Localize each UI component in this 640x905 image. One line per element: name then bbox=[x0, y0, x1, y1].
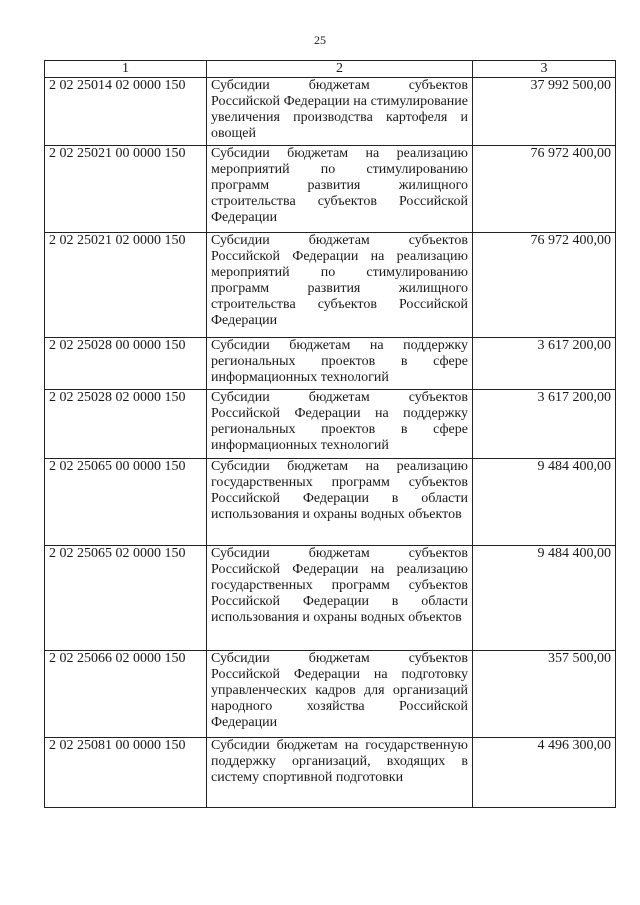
budget-code: 2 02 25065 00 0000 150 bbox=[45, 459, 207, 546]
budget-code: 2 02 25028 00 0000 150 bbox=[45, 338, 207, 390]
subsidy-name: Субсидии бюджетам субъектов Российской Федерации на поддержку региональных проектов в сфере информационных технологий bbox=[207, 390, 473, 459]
amount: 37 992 500,00 bbox=[473, 78, 616, 146]
budget-code: 2 02 25066 02 0000 150 bbox=[45, 651, 207, 738]
amount: 76 972 400,00 bbox=[473, 146, 616, 233]
amount: 76 972 400,00 bbox=[473, 233, 616, 338]
budget-table bbox=[44, 60, 616, 808]
table-row bbox=[45, 146, 616, 233]
subsidy-name: Субсидии бюджетам субъектов Российской Федерации на подготовку управленческих кадров для организаций народного хозяйства Российской Федерации bbox=[207, 651, 473, 738]
subsidy-name: Субсидии бюджетам субъектов Российской Федерации на стимулирование увеличения производства картофеля и овощей bbox=[207, 78, 473, 146]
subsidy-name: Субсидии бюджетам субъектов Российской Федерации на реализацию государственных программ субъектов Российской Федерации в области использования и охраны водных объектов bbox=[207, 546, 473, 651]
subsidy-name: Субсидии бюджетам на реализацию мероприятий по стимулированию программ развития жилищного строительства субъектов Российской Федерации bbox=[207, 146, 473, 233]
table-row bbox=[45, 738, 616, 808]
table-row bbox=[45, 546, 616, 651]
budget-code: 2 02 25014 02 0000 150 bbox=[45, 78, 207, 146]
subsidy-name: Субсидии бюджетам на реализацию государственных программ субъектов Российской Федерации в области использования и охраны водных объектов bbox=[207, 459, 473, 546]
amount: 9 484 400,00 bbox=[473, 459, 616, 546]
column-header-amount: 3 bbox=[473, 61, 616, 78]
table-row bbox=[45, 651, 616, 738]
amount: 3 617 200,00 bbox=[473, 338, 616, 390]
budget-code: 2 02 25021 02 0000 150 bbox=[45, 233, 207, 338]
amount: 3 617 200,00 bbox=[473, 390, 616, 459]
table-row bbox=[45, 78, 616, 146]
budget-code: 2 02 25081 00 0000 150 bbox=[45, 738, 207, 808]
table-row bbox=[45, 233, 616, 338]
column-header-name: 2 bbox=[207, 61, 473, 78]
budget-code: 2 02 25021 00 0000 150 bbox=[45, 146, 207, 233]
budget-code: 2 02 25028 02 0000 150 bbox=[45, 390, 207, 459]
subsidy-name: Субсидии бюджетам на государственную поддержку организаций, входящих в систему спортивной подготовки bbox=[207, 738, 473, 808]
amount: 357 500,00 bbox=[473, 651, 616, 738]
amount: 9 484 400,00 bbox=[473, 546, 616, 651]
subsidy-name: Субсидии бюджетам субъектов Российской Федерации на реализацию мероприятий по стимулированию программ развития жилищного строительства субъектов Российской Федерации bbox=[207, 233, 473, 338]
subsidy-name: Субсидии бюджетам на поддержку региональных проектов в сфере информационных технологий bbox=[207, 338, 473, 390]
budget-code: 2 02 25065 02 0000 150 bbox=[45, 546, 207, 651]
table-row bbox=[45, 338, 616, 390]
column-header-code: 1 bbox=[45, 61, 207, 78]
table-row bbox=[45, 459, 616, 546]
page-number: 25 bbox=[314, 33, 326, 47]
table-header-row bbox=[45, 61, 616, 78]
table-row bbox=[45, 390, 616, 459]
amount: 4 496 300,00 bbox=[473, 738, 616, 808]
